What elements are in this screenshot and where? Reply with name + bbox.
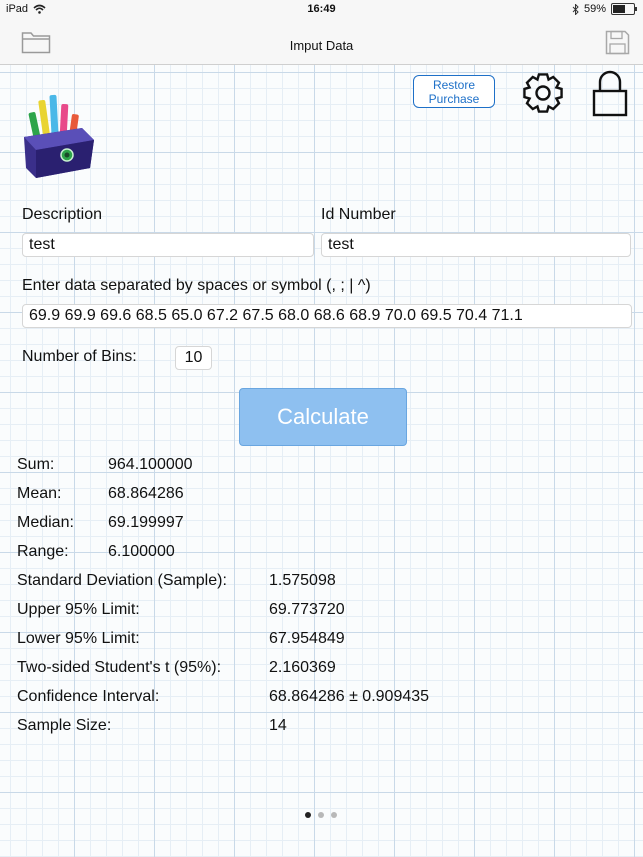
result-value-sum: 964.100000 <box>108 456 193 473</box>
id-number-label: Id Number <box>321 206 396 223</box>
result-value-confidence-interval: 68.864286 ± 0.909435 <box>269 688 430 705</box>
result-value-range: 6.100000 <box>108 543 175 560</box>
result-value-std-dev: 1.575098 <box>269 572 336 589</box>
restore-purchase-button[interactable] <box>413 75 495 108</box>
data-entry-label: Enter data separated by spaces or symbol (, ; | ^) <box>22 277 371 294</box>
page-dot[interactable] <box>305 812 311 818</box>
clock: 16:49 <box>307 3 336 15</box>
id-number-input[interactable]: test <box>321 233 631 257</box>
gear-icon[interactable] <box>520 70 566 116</box>
result-label-mean: Mean: <box>17 485 62 502</box>
result-value-students-t: 2.160369 <box>269 659 336 676</box>
battery-percent: 59% <box>583 3 606 15</box>
page-dot[interactable] <box>331 812 337 818</box>
navigation-bar <box>0 20 643 65</box>
app-logo-icon <box>20 92 98 182</box>
page-title: Imput Data <box>289 38 354 53</box>
result-label-std-dev: Standard Deviation (Sample): <box>17 572 227 589</box>
result-label-range: Range: <box>17 543 69 560</box>
result-value-upper-limit: 69.773720 <box>269 601 345 618</box>
result-label-sample-size: Sample Size: <box>17 717 112 734</box>
data-entry-input[interactable]: 69.9 69.9 69.6 68.5 65.0 67.2 67.5 68.0 68.6 68.9 70.0 69.5 70.4 71.1 <box>22 304 632 328</box>
description-input[interactable]: test <box>22 233 314 257</box>
device-name: iPad <box>6 3 29 15</box>
description-label: Description <box>22 206 103 223</box>
number-of-bins-label: Number of Bins: <box>22 348 137 365</box>
restore-label-line2: Purchase <box>428 91 480 106</box>
page-dot[interactable] <box>318 812 324 818</box>
lock-icon[interactable] <box>592 70 628 118</box>
restore-label-line1: Restore <box>432 77 475 92</box>
result-value-sample-size: 14 <box>269 717 287 734</box>
save-icon[interactable] <box>605 30 630 55</box>
result-value-lower-limit: 67.954849 <box>269 630 345 647</box>
number-of-bins-input[interactable]: 10 <box>175 346 212 370</box>
result-label-students-t: Two-sided Student's t (95%): <box>17 659 222 676</box>
result-label-upper-limit: Upper 95% Limit: <box>17 601 140 618</box>
result-label-lower-limit: Lower 95% Limit: <box>17 630 140 647</box>
page-indicator[interactable] <box>305 812 337 818</box>
result-value-mean: 68.864286 <box>108 485 184 502</box>
bluetooth-icon <box>572 4 579 15</box>
status-bar <box>0 0 643 20</box>
result-label-median: Median: <box>17 514 74 531</box>
result-label-confidence-interval: Confidence Interval: <box>17 688 160 705</box>
battery-icon <box>611 3 635 15</box>
result-value-median: 69.199997 <box>108 514 184 531</box>
result-label-sum: Sum: <box>17 456 55 473</box>
calculate-button[interactable]: Calculate <box>239 388 407 446</box>
